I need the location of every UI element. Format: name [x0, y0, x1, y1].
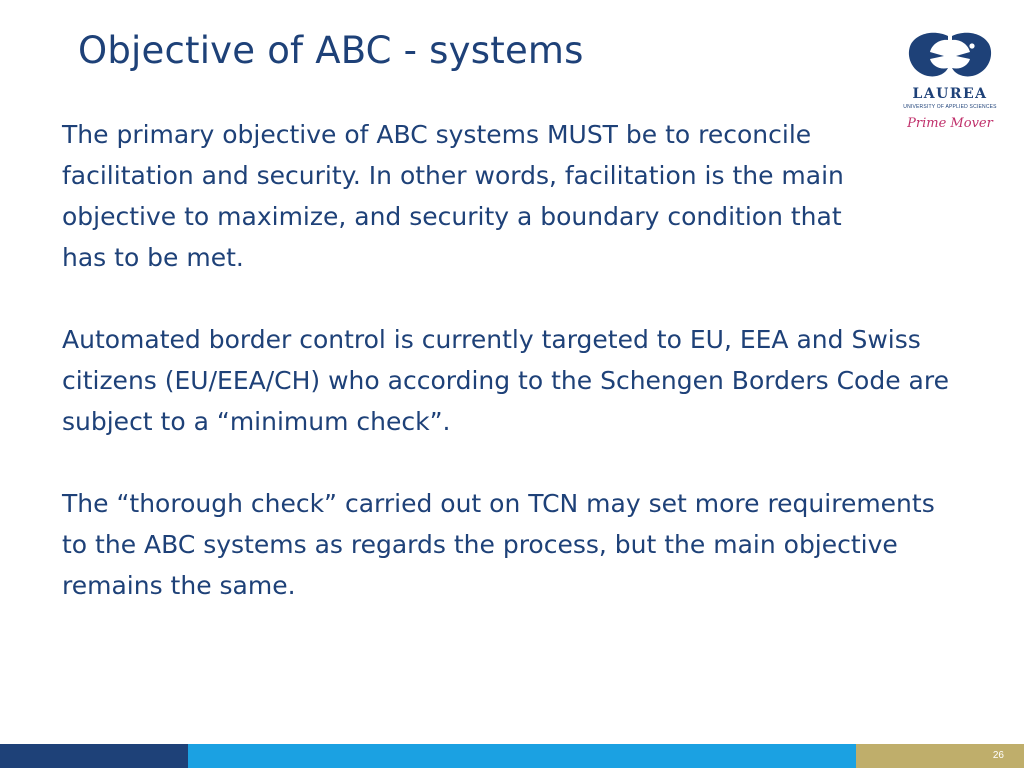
footer-band — [0, 744, 1024, 768]
page-number: 26 — [992, 750, 1004, 761]
laurea-bird-mark-icon — [906, 28, 994, 80]
body-paragraph-3: The “thorough check” carried out on TCN may set more requirements to the ABC systems as regards the process, but the main objective remains the same. — [62, 489, 935, 600]
logo-name: LAUREA — [912, 86, 988, 102]
slide-body — [62, 114, 982, 606]
slide-title: Objective of ABC - systems — [78, 29, 584, 72]
body-paragraph-1: The primary objective of ABC systems MUST be to reconcile facilitation and security. In other words, facilitation is the main objective to maximize, and security a boundary condition that has to be met. — [62, 120, 844, 272]
logo-subtitle: UNIVERSITY OF APPLIED SCIENCES — [903, 104, 997, 110]
footer-segment-navy — [0, 744, 188, 768]
footer-segment-cyan — [188, 744, 856, 768]
body-paragraph-2: Automated border control is currently targeted to EU, EEA and Swiss citizens (EU/EEA/CH) who according to the Schengen Borders Code are subject to a “minimum check”. — [62, 325, 949, 436]
logo-tagline: Prime Mover — [907, 116, 993, 131]
